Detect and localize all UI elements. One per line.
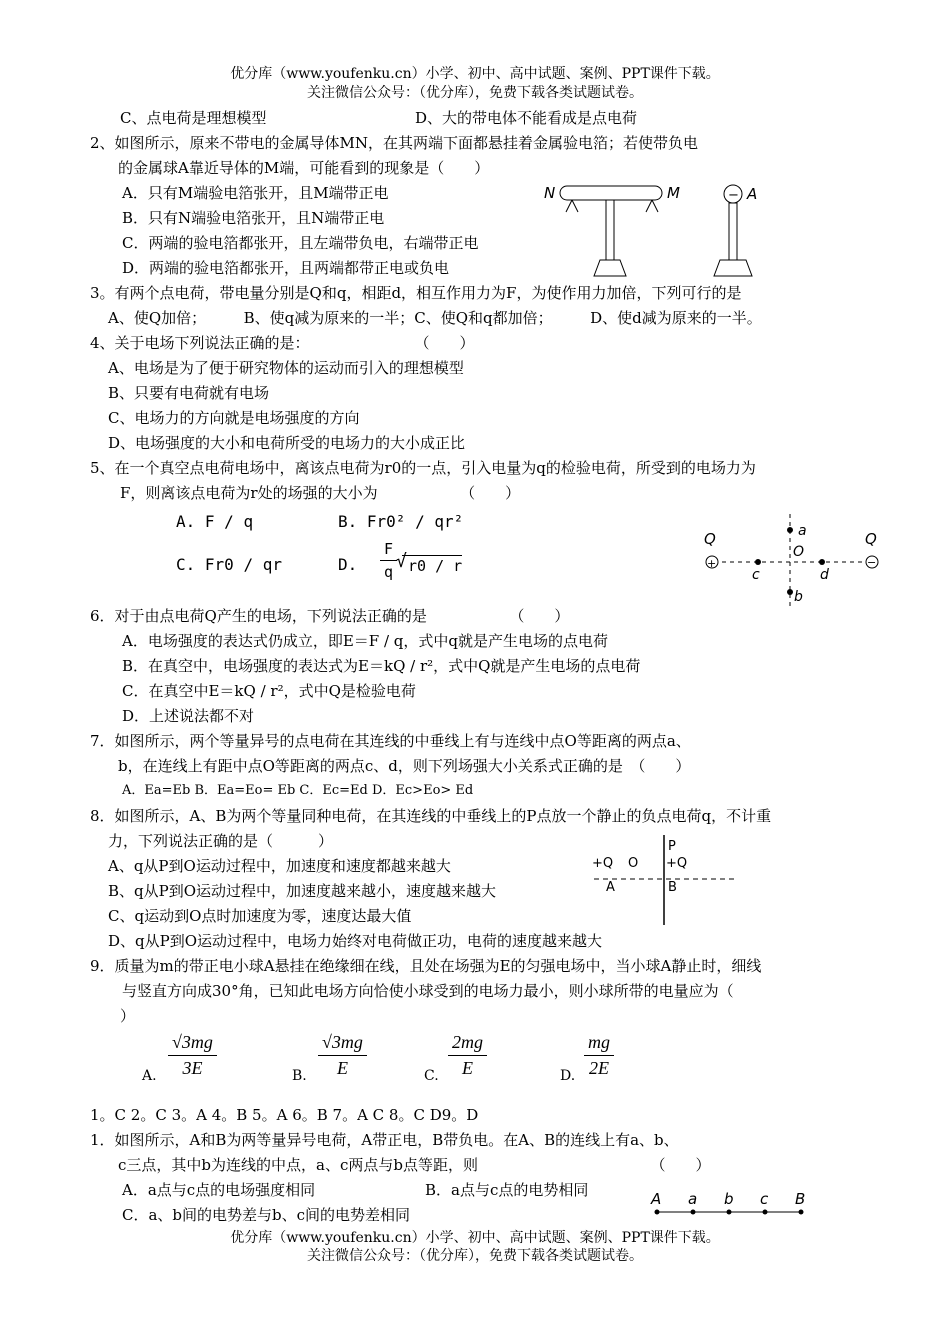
q9-option-b-numerator: √3mg <box>318 1032 367 1056</box>
q5-option-d-radical: √ <box>396 551 407 572</box>
q9-stem-1: 9．质量为m的带正电小球A悬挂在绝缘细在线，且处在场强为E的匀强电场中，当小球A静止时，细线 <box>90 957 762 975</box>
q2-sphere-base <box>714 260 752 276</box>
point-b <box>787 589 793 595</box>
q5-option-d-denominator: q <box>384 563 394 581</box>
q9-stem-3: ） <box>120 1007 136 1025</box>
fig-label-o: O <box>793 544 805 560</box>
q8-fig-label-plusq-right: +Q <box>666 856 688 871</box>
q9-option-d-fraction <box>584 1032 614 1079</box>
q5-option-a-label: A. <box>176 512 196 531</box>
q2-stand-pole <box>606 200 614 260</box>
q2-foil-right <box>646 200 658 212</box>
q3-options: A、使Q加倍； B、使q减为原来的一半；C、使Q和q都加倍； D、使d减为原来的一半。 <box>108 309 762 327</box>
q9-option-d-denominator: 2E <box>589 1058 609 1078</box>
q5-q7-dipole-figure <box>700 512 885 610</box>
p1-stem-2: c三点，其中b为连线的中点，a、c两点与b点等距，则 （ ） <box>118 1156 711 1174</box>
header-line-1: 优分库（www.youfenku.cn）小学、初中、高中试题、案例、PPT课件下载。 <box>230 66 720 82</box>
q5-option-d-label: D. <box>338 555 358 574</box>
q5-option-d-root-text: r0 / r <box>408 557 463 575</box>
q9-option-a-denominator: 3E <box>182 1058 203 1078</box>
q2-sphere-pole <box>729 203 737 260</box>
q8-option-c: C、q运动到O点时加速度为零，速度达最大值 <box>108 907 412 925</box>
q5-option-b <box>338 512 463 532</box>
q9-option-a-numerator: √3mg <box>168 1032 217 1056</box>
p1-option-a: A．a点与c点的电场强度相同 <box>122 1181 316 1199</box>
q9-option-c-fraction <box>448 1032 487 1079</box>
fig-label-d: d <box>820 567 829 583</box>
q2-fig-minus: − <box>728 188 739 203</box>
q2-conductor-figure <box>540 178 780 280</box>
q8-option-d: D、q从P到O运动过程中，电场力始终对电荷做正功，电荷的速度越来越大 <box>108 932 603 950</box>
q9-option-a-fraction <box>168 1032 217 1079</box>
q2-option-b: B．只有N端验电箔张开，且N端带正电 <box>122 209 385 227</box>
q5-option-d-root <box>396 551 463 576</box>
q7-options: A．Ea=Eb B．Ea=Eo= Eb C．Ec=Ed D．Ec>Eo> Ed <box>122 783 474 798</box>
positive-charge-sign: + <box>707 557 717 570</box>
q5-option-a-text: F / q <box>204 512 254 531</box>
q2-fig-label-m: M <box>667 184 680 202</box>
q9-option-d-label: D. <box>560 1068 576 1084</box>
q8-stem-1: 8．如图所示，A、B为两个等量同种电荷，在其连线的中垂线上的P点放一个静止的负点电荷q，不计重 <box>90 807 772 825</box>
q1-option-d: D、大的带电体不能看成是点电荷 <box>415 109 638 127</box>
q2-option-a: A．只有M端验电箔张开，且M端带正电 <box>122 184 389 202</box>
fig-label-q-left: Q <box>704 530 716 548</box>
q2-stand-base <box>594 260 626 276</box>
q5-option-a <box>176 512 253 532</box>
p1-option-c: C．a、b间的电势差与b、c间的电势差相同 <box>122 1206 411 1224</box>
q2-fig-label-a: A <box>747 185 758 203</box>
q6-option-b: B．在真空中，电场强度的表达式为E＝kQ / r²，式中Q就是产生电场的点电荷 <box>122 657 641 675</box>
q6-stem: 6．对于由点电荷Q产生的电场，下列说法正确的是 （ ） <box>90 607 570 625</box>
p1-label-a: a <box>688 1190 698 1208</box>
q5-option-c-label: C. <box>176 555 196 574</box>
q2-foil-left <box>566 200 578 212</box>
q9-option-c-numerator: 2mg <box>448 1032 487 1056</box>
fig-label-c: c <box>752 567 760 583</box>
q5-option-c-text: Fr0 / qr <box>204 555 282 574</box>
fig-label-a: a <box>798 523 807 539</box>
q5-option-d-numerator: F <box>380 540 397 561</box>
q8-fig-label-o: O <box>628 856 639 871</box>
q4-option-b: B、只要有电荷就有电场 <box>108 384 270 402</box>
q9-option-b-denominator: E <box>336 1058 348 1078</box>
p1-label-c: c <box>760 1190 769 1208</box>
point-d <box>819 559 825 565</box>
negative-charge-sign: − <box>867 556 877 569</box>
p1-stem-1: 1．如图所示，A和B为两等量异号电荷，A带正电，B带负电。在A、B的连线上有a、b、 <box>90 1131 679 1149</box>
p1-points-figure <box>645 1188 815 1222</box>
p1-point-A <box>655 1210 660 1215</box>
point-c <box>755 559 761 565</box>
q8-fig-label-plusq-left: +Q <box>592 856 614 871</box>
q5-option-d-fraction <box>380 540 397 581</box>
q2-fig-label-n: N <box>544 184 556 202</box>
q9-option-b-fraction <box>318 1032 367 1079</box>
q2-option-c: C．两端的验电箔都张开，且左端带负电，右端带正电 <box>122 234 479 252</box>
q2-stem-2: 的金属球A靠近导体的M端，可能看到的现象是（ ） <box>118 159 490 177</box>
q4-option-c: C、电场力的方向就是电场强度的方向 <box>108 409 360 427</box>
q9-option-b-label: B. <box>292 1068 307 1084</box>
q4-option-d: D、电场强度的大小和电荷所受的电场力的大小成正比 <box>108 434 466 452</box>
q8-option-a: A、q从P到O运动过程中，加速度和速度都越来越大 <box>108 857 451 875</box>
q9-stem-2: 与竖直方向成30°角，已知此电场方向恰使小球受到的电场力最小，则小球所带的电量应为（ <box>122 982 734 1000</box>
p1-point-B <box>799 1210 804 1215</box>
q5-option-b-label: B. <box>338 512 358 531</box>
fig-label-b: b <box>794 589 803 605</box>
q2-stem-1: 2、如图所示，原来不带电的金属导体MN，在其两端下面都悬挂着金属验电箔；若使带负电 <box>90 134 699 152</box>
q5-option-c <box>176 555 282 575</box>
footer-line-1: 优分库（www.youfenku.cn）小学、初中、高中试题、案例、PPT课件下载。 <box>230 1230 720 1246</box>
q6-option-c: C．在真空中E＝kQ / r²，式中Q是检验电荷 <box>122 682 416 700</box>
q7-stem-2: b，在连线上有距中点O等距离的两点c、d，则下列场强大小关系式正确的是 （ ） <box>118 757 691 775</box>
q8-option-b: B、q从P到O运动过程中，加速度越来越小，速度越来越大 <box>108 882 497 900</box>
fig-label-q-right: Q <box>865 530 877 548</box>
q9-option-a-label: A. <box>142 1068 157 1084</box>
q5-stem-1: 5、在一个真空点电荷电场中，离该点电荷为r0的一点，引入电量为q的检验电荷，所受到的电场力为 <box>90 459 756 477</box>
q8-fig-label-a: A <box>606 880 615 895</box>
p1-point-c <box>763 1210 768 1215</box>
q1-option-c: C、点电荷是理想模型 <box>120 109 267 127</box>
q4-stem: 4、关于电场下列说法正确的是： （ ） <box>90 334 475 352</box>
p1-point-a <box>691 1210 696 1215</box>
q7-stem-1: 7．如图所示，两个等量异号的点电荷在其连线的中垂线上有与连线中点O等距离的两点a、 <box>90 732 691 750</box>
q6-option-a: A．电场强度的表达式仍成立，即E＝F / q，式中q就是产生电场的点电荷 <box>122 632 608 650</box>
q4-option-a: A、电场是为了便于研究物体的运动而引入的理想模型 <box>108 359 464 377</box>
header-line-2: 关注微信公众号：（优分库），免费下载各类试题试卷。 <box>307 85 643 101</box>
q3-stem: 3。有两个点电荷，带电量分别是Q和q，相距d，相互作用力为F，为使作用力加倍，下列可行的是 <box>90 284 742 302</box>
answer-key: 1。C 2。C 3。A 4。B 5。A 6。B 7。A C 8。C D9。D <box>90 1106 479 1124</box>
q2-metal-rod <box>560 186 662 200</box>
footer-line-2: 关注微信公众号：（优分库），免费下载各类试题试卷。 <box>307 1248 643 1264</box>
q6-option-d: D．上述说法都不对 <box>122 707 255 725</box>
p1-point-b <box>727 1210 732 1215</box>
p1-label-B: B <box>795 1190 806 1208</box>
p1-label-A: A <box>651 1190 662 1208</box>
p1-label-b: b <box>724 1190 734 1208</box>
q2-option-d: D．两端的验电箔都张开，且两端都带正电或负电 <box>122 259 450 277</box>
q8-stem-2: 力，下列说法正确的是（ ） <box>108 832 334 850</box>
q9-option-c-denominator: E <box>462 1058 473 1078</box>
q8-fig-label-p: P <box>668 839 676 854</box>
q9-option-d-numerator: mg <box>584 1032 614 1056</box>
p1-option-b: B．a点与c点的电势相同 <box>425 1181 589 1199</box>
q9-option-c-label: C. <box>424 1068 439 1084</box>
q5-stem-2: F，则离该点电荷为r处的场强的大小为 （ ） <box>120 484 521 502</box>
q8-charges-figure <box>588 835 743 927</box>
point-a <box>787 527 793 533</box>
q5-option-b-text: Fr0² / qr² <box>366 512 464 531</box>
q8-fig-label-b: B <box>668 880 677 895</box>
